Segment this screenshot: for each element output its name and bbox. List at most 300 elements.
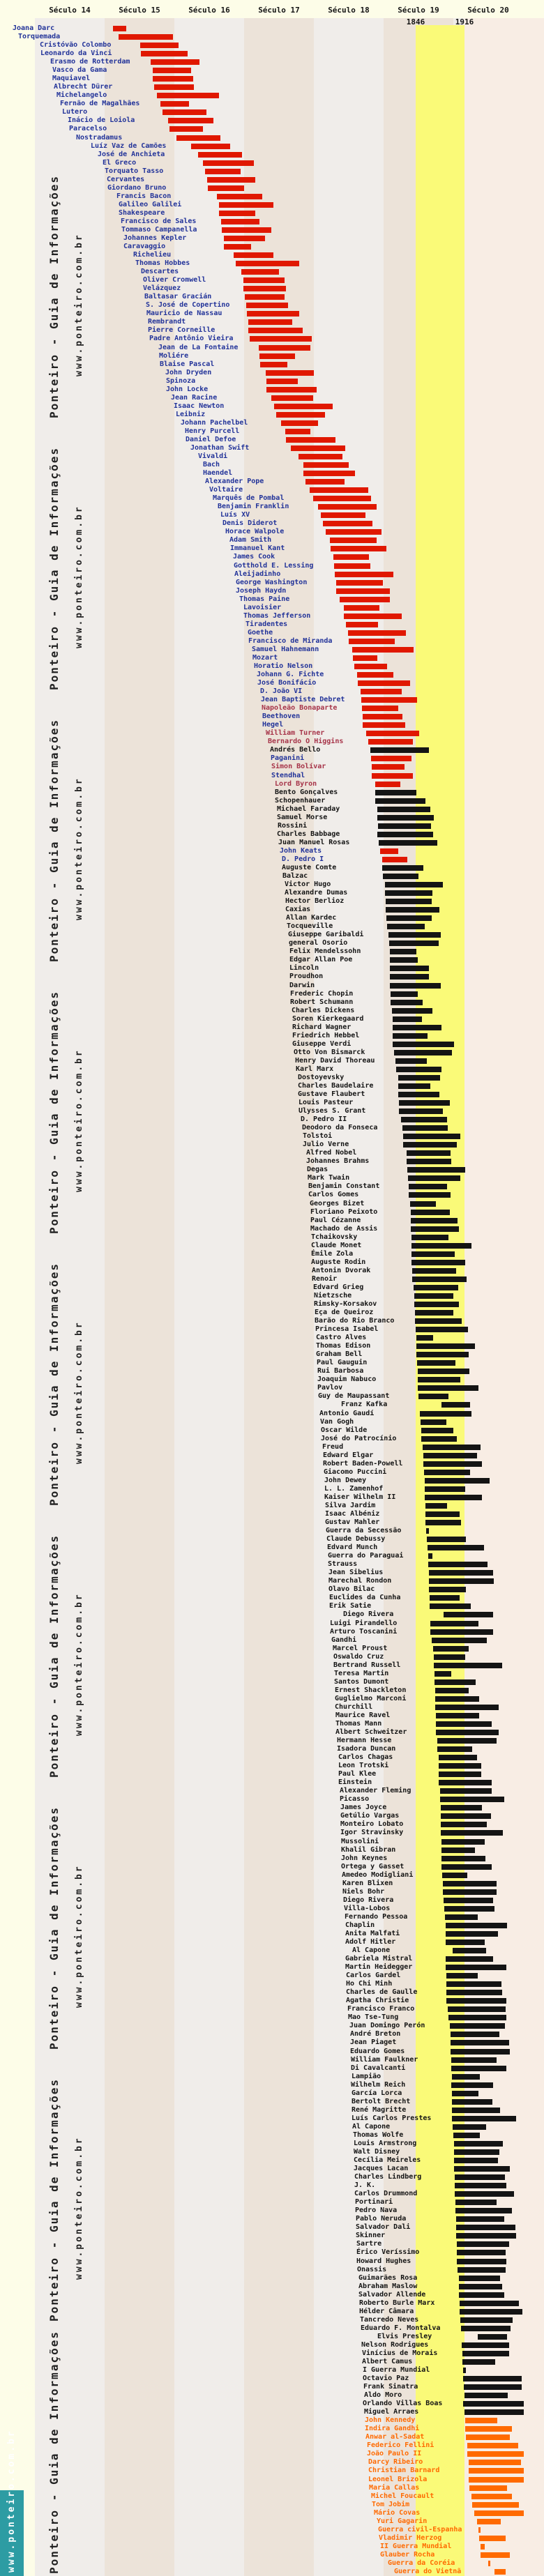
lifespan-bar (385, 882, 443, 887)
timeline-row (0, 91, 544, 100)
person-label[interactable]: Stendhal (271, 771, 305, 779)
timeline-row (0, 2366, 544, 2375)
person-label[interactable]: Padre Antônio Vieira (149, 335, 234, 343)
lifespan-bar (441, 1847, 475, 1853)
timeline-row (0, 1493, 544, 1502)
lifespan-bar (418, 1394, 448, 1399)
timeline-row (0, 763, 544, 771)
person-label[interactable]: Joseph Haydn (236, 586, 287, 595)
person-label: Floriano Peixoto (310, 1207, 378, 1216)
lifespan-bar (372, 773, 413, 779)
person-label: Émile Zola (311, 1249, 354, 1258)
lifespan-bar (377, 815, 434, 821)
watermark-brand-text: Ponteiro - Guia de Informações (47, 2331, 61, 2574)
lifespan-bar (363, 714, 402, 719)
person-label[interactable]: Francis Bacon (116, 192, 172, 200)
person-label[interactable]: Aleijadinho (234, 570, 281, 578)
person-label[interactable]: Rembrandt (148, 318, 186, 326)
timeline-row (0, 2383, 544, 2391)
person-label[interactable]: Baltasar Gracián (144, 293, 212, 301)
person-label[interactable]: Johannes Kepler (123, 234, 187, 242)
person-label[interactable]: José Bonifácio (257, 679, 317, 687)
person-label[interactable]: Alexander Pope (205, 478, 264, 486)
person-label[interactable]: Maquiavel (52, 75, 91, 83)
person-label: Benjamin Constant (308, 1182, 380, 1191)
lifespan-bar (415, 1318, 462, 1324)
timeline-row (0, 973, 544, 981)
person-label[interactable]: Denis Diderot (222, 519, 278, 528)
lifespan-bar (388, 932, 441, 938)
lifespan-bar (460, 2309, 522, 2315)
person-label[interactable]: John Keats (280, 846, 322, 855)
lifespan-bar (340, 597, 390, 602)
timeline-row (0, 1820, 544, 1829)
timeline-row (0, 2308, 544, 2316)
lifespan-bar (248, 328, 303, 333)
person-label[interactable]: Beethoven (262, 712, 301, 721)
person-label: Guglielmo Marconi (335, 1694, 407, 1702)
person-label: Tom Jobim (372, 2500, 410, 2508)
lifespan-bar (414, 1302, 459, 1307)
person-label[interactable]: Immanuel Kant (230, 544, 285, 553)
timeline-row (0, 2073, 544, 2081)
lifespan-bar (160, 101, 189, 107)
century-label-19: Século 19 (398, 6, 439, 15)
person-label: Schopenhauer (275, 796, 326, 805)
person-label[interactable]: Paracelso (69, 125, 107, 133)
person-label: Machado de Assis (310, 1224, 378, 1233)
person-label: Jean Sibelius (328, 1569, 384, 1577)
person-label: John Keynes (341, 1854, 388, 1862)
person-label[interactable]: Johann G. Fichte (257, 671, 324, 679)
lifespan-bar (446, 1939, 485, 1945)
person-label[interactable]: James Cook (233, 553, 275, 561)
timeline-row (0, 2517, 544, 2526)
person-label[interactable]: D. João VI (260, 687, 303, 696)
timeline-row (0, 125, 544, 133)
event-label: I Guerra Mundial (363, 2366, 430, 2374)
person-label[interactable]: S. José de Copertino (146, 301, 230, 310)
timeline-row (0, 176, 544, 184)
person-label[interactable]: Joana Darc (13, 24, 55, 32)
lifespan-bar (366, 731, 419, 736)
lifespan-bar (416, 1327, 468, 1332)
person-label[interactable]: Spinoza (166, 376, 196, 385)
lifespan-bar (303, 462, 349, 468)
person-label[interactable]: Horace Walpole (225, 528, 285, 536)
lifespan-bar (403, 1134, 460, 1139)
person-label: Carlos Gomes (308, 1191, 359, 1199)
lifespan-bar (260, 362, 287, 367)
person-label: Frank Sinatra (363, 2383, 418, 2391)
lifespan-bar (393, 1033, 428, 1039)
person-label[interactable]: Erasmo de Rotterdam (50, 58, 130, 66)
lifespan-bar (434, 1663, 502, 1668)
person-label: Edward Elgar (323, 1451, 374, 1459)
lifespan-bar (412, 1276, 467, 1282)
person-label[interactable]: Oliver Cromwell (143, 276, 206, 284)
person-label[interactable]: Thomas Paine (239, 595, 290, 603)
person-label[interactable]: Galileo Galilei (119, 200, 182, 208)
person-label[interactable]: Michelangelo (56, 91, 107, 100)
person-label[interactable]: Pierre Corneille (148, 326, 216, 335)
lifespan-bar (455, 2174, 505, 2180)
person-label[interactable]: D. Pedro I (282, 855, 324, 863)
timeline-row (0, 2467, 544, 2475)
timeline-row (0, 49, 544, 58)
person-label[interactable]: Nostradamus (76, 133, 123, 142)
person-label: Lampião (352, 2072, 381, 2080)
timeline-row (0, 922, 544, 931)
lifespan-bar (154, 84, 194, 90)
person-label[interactable]: Benjamin Franklin (218, 503, 289, 511)
person-label[interactable]: Marquês de Pombal (213, 494, 285, 503)
century-label-20: Século 20 (467, 6, 509, 15)
person-label: Eça de Queiroz (315, 1309, 374, 1317)
person-label: Antonin Dvorak (312, 1266, 371, 1274)
person-label[interactable]: Caravaggio (123, 243, 166, 251)
watermark-brand-text: Ponteiro - Guia de Informações (47, 991, 61, 1234)
person-label[interactable]: Tiradentes (245, 620, 288, 628)
lifespan-bar (393, 1016, 422, 1022)
timeline-row (0, 2408, 544, 2416)
lifespan-bar (452, 2108, 500, 2113)
timeline-row (0, 2013, 544, 2022)
lifespan-bar (276, 412, 325, 418)
person-label: Portinari (355, 2198, 393, 2207)
person-label[interactable]: Blaise Pascal (160, 360, 215, 368)
person-label: Karen Blixen (342, 1879, 393, 1887)
timeline-row (0, 2425, 544, 2433)
person-label: Deodoro da Fonseca (302, 1124, 378, 1132)
timeline-row (0, 1485, 544, 1493)
lifespan-bar (435, 1679, 476, 1685)
lifespan-bar (241, 269, 279, 275)
person-label: Anwar al-Sadat (365, 2433, 425, 2441)
lifespan-bar (259, 353, 295, 359)
timeline-row (0, 75, 544, 83)
person-label[interactable]: Napoleão Bonaparte (262, 704, 338, 712)
lifespan-bar (462, 2342, 509, 2348)
lifespan-bar (428, 1545, 484, 1550)
lifespan-bar (221, 219, 259, 224)
person-label: Isaac Albéniz (325, 1509, 380, 1518)
person-label: Thomas Edison (316, 1342, 371, 1350)
timeline-row (0, 218, 544, 226)
timeline-row (0, 1032, 544, 1040)
person-label[interactable]: Torquato Tasso (105, 167, 164, 175)
timeline-row (0, 738, 544, 746)
timeline-row (0, 1267, 544, 1275)
person-label: L. L. Zamenhof (324, 1484, 384, 1493)
person-label[interactable]: Vasco da Gama (52, 66, 107, 75)
lifespan-bar (427, 1537, 466, 1542)
person-label: Vladimir Herzog (379, 2533, 442, 2542)
lifespan-bar (440, 1797, 504, 1802)
person-label: Euclides da Cunha (329, 1594, 401, 1602)
lifespan-bar (448, 2015, 506, 2020)
watermark-brand-text: Ponteiro - Guia de Informações (47, 719, 61, 962)
timeline-row (0, 134, 544, 142)
person-label[interactable]: John Locke (166, 385, 209, 393)
person-label[interactable]: Simon Bolívar (271, 763, 326, 771)
person-label[interactable]: Leibniz (176, 410, 206, 418)
person-label[interactable]: Lavoisier (243, 603, 282, 611)
person-label[interactable]: Luís XV (220, 511, 250, 519)
lifespan-bar (358, 680, 410, 686)
lifespan-bar (433, 1646, 469, 1652)
person-label: Elvis Presley (377, 2332, 432, 2340)
person-label[interactable]: Jean Racine (171, 393, 218, 402)
lifespan-bar (423, 1445, 481, 1450)
person-label[interactable]: Inácio de Loiola (68, 116, 135, 125)
lifespan-bar (113, 26, 126, 31)
timeline-row (0, 2098, 544, 2106)
person-label[interactable]: Gotthold E. Lessing (234, 561, 314, 570)
timeline-row (0, 1838, 544, 1846)
person-label[interactable]: Henry Purcell (185, 427, 240, 435)
timeline-row (0, 486, 544, 494)
person-label: Graham Bell (316, 1350, 363, 1359)
person-label[interactable]: Descartes (141, 268, 179, 276)
person-label: Al Capone (352, 2122, 391, 2131)
lifespan-bar (441, 1805, 482, 1811)
person-label[interactable]: Shakespeare (119, 208, 165, 217)
lifespan-bar (441, 1864, 492, 1870)
person-label: Van Gogh (320, 1417, 354, 1426)
person-label[interactable]: El Greco (103, 158, 137, 167)
person-label: Fernando Pessoa (345, 1912, 408, 1921)
person-label[interactable]: José de Anchieta (98, 150, 165, 158)
person-label[interactable]: Giordano Bruno (107, 183, 167, 192)
lifespan-bar (398, 1083, 430, 1089)
lifespan-bar (467, 2443, 518, 2448)
person-label[interactable]: Moliére (159, 351, 189, 360)
lifespan-bar (334, 563, 370, 569)
lifespan-bar (208, 185, 244, 191)
lifespan-bar (441, 1813, 491, 1819)
timeline-row (0, 2492, 544, 2501)
timeline-row (0, 41, 544, 49)
person-label[interactable]: Adam Smith (229, 536, 272, 544)
person-label[interactable]: Luíz Vaz de Camões (91, 142, 167, 150)
person-label: Hermann Hesse (337, 1737, 392, 1745)
timeline-row (0, 2416, 544, 2425)
person-label[interactable]: Lord Byron (275, 779, 317, 788)
person-label: Paul Klee (338, 1770, 377, 1778)
timeline-row (0, 394, 544, 402)
person-label: Degas (307, 1166, 328, 1174)
lifespan-bar (336, 580, 383, 586)
person-label[interactable]: Velázquez (143, 284, 181, 293)
person-label: Franz Kafka (341, 1401, 388, 1409)
person-label: Niels Bohr (342, 1887, 385, 1896)
timeline-row (0, 1854, 544, 1863)
person-label[interactable]: Jonathan Swift (190, 443, 250, 452)
person-label: Frederic Chopin (290, 989, 354, 998)
timeline-row (0, 184, 544, 192)
person-label: Samuel Morse (277, 813, 328, 821)
lifespan-bar (469, 2485, 507, 2491)
person-label: Soren Kierkegaard (292, 1014, 364, 1023)
person-label[interactable]: Cristóvão Colombo (40, 41, 112, 49)
lifespan-bar (395, 1058, 427, 1064)
person-label[interactable]: Albrecht Dürer (54, 83, 113, 91)
person-label[interactable]: Lutero (62, 108, 88, 116)
person-label[interactable]: Francisco de Miranda (248, 637, 333, 645)
person-label[interactable]: Bach (203, 461, 220, 469)
lifespan-bar (412, 1268, 456, 1274)
lifespan-bar (436, 1730, 499, 1735)
person-label: Nietzsche (314, 1291, 352, 1300)
person-label[interactable]: Mozart (252, 653, 278, 662)
lifespan-bar (446, 1998, 506, 2004)
lifespan-bar (168, 118, 213, 123)
person-label[interactable]: Isaac Newton (174, 402, 225, 410)
person-label[interactable]: Thomas Hobbes (135, 259, 190, 268)
person-label[interactable]: Richelieu (133, 251, 172, 259)
person-label: Bertrand Russell (333, 1661, 401, 1669)
person-label[interactable]: Jean Baptiste Debret (261, 696, 345, 704)
lifespan-bar (390, 966, 429, 971)
person-label[interactable]: Voltaire (209, 486, 243, 494)
timeline-row (0, 654, 544, 662)
lifespan-bar (247, 311, 299, 317)
person-label: Ernest Shackleton (335, 1686, 407, 1694)
person-label: Mark Twain (308, 1174, 350, 1182)
lifespan-bar (479, 2536, 506, 2541)
person-label: Marechal Rondon (328, 1577, 392, 1585)
timeline-row (0, 662, 544, 671)
lifespan-bar (375, 782, 400, 787)
timeline-row (0, 58, 544, 66)
person-label[interactable]: Tommaso Campanella (121, 225, 197, 234)
person-label[interactable]: Bernardo O Higgins (268, 738, 344, 746)
timeline-row (0, 1753, 544, 1762)
person-label: Giacomo Puccini (324, 1468, 387, 1476)
person-label: Paul Gauguin (317, 1359, 368, 1367)
lifespan-bar (411, 1226, 459, 1232)
timeline-row (0, 687, 544, 696)
timeline-row (0, 1804, 544, 1812)
lifespan-bar (430, 1603, 471, 1609)
lifespan-bar (416, 1352, 469, 1357)
lifespan-bar (418, 1377, 460, 1382)
person-label[interactable]: Thomas Jefferson (243, 611, 311, 620)
watermark-brand-text: Ponteiro - Guia de Informações (47, 175, 61, 418)
lifespan-bar (399, 1100, 450, 1106)
lifespan-bar (451, 2032, 499, 2037)
person-label[interactable]: Hegel (262, 721, 284, 729)
lifespan-bar (313, 496, 371, 501)
timeline-row (0, 2114, 544, 2123)
lifespan-bar (346, 622, 378, 627)
lifespan-bar (418, 1369, 469, 1374)
lifespan-bar (457, 2250, 506, 2255)
person-label[interactable]: William Turner (266, 729, 325, 738)
lifespan-bar (119, 34, 173, 40)
lifespan-bar (411, 1210, 450, 1215)
lifespan-bar (429, 1578, 494, 1584)
person-label: Cecília Meireles (354, 2156, 421, 2165)
person-label[interactable]: Haendel (203, 469, 233, 478)
lifespan-bar (414, 1293, 453, 1299)
timeline-row (0, 1283, 544, 1292)
person-label: general Osorio (289, 939, 348, 947)
timeline-row (0, 1737, 544, 1745)
person-label: Princesa Isabel (315, 1325, 379, 1334)
person-label[interactable]: Goethe (248, 628, 273, 637)
lifespan-bar (455, 2200, 497, 2205)
person-label: Juan Domingo Perón (349, 2022, 425, 2030)
person-label: Eduardo F. Montalva (361, 2324, 441, 2332)
person-label: Chaplin (345, 1921, 375, 1929)
person-label: Isadora Duncan (337, 1745, 396, 1753)
person-label[interactable]: John Dryden (165, 368, 212, 376)
lifespan-bar (385, 890, 432, 896)
person-label: Agatha Christie (346, 1997, 409, 2005)
person-label[interactable]: Cervantes (107, 175, 145, 183)
person-label[interactable]: Leonardo da Vinci (40, 49, 112, 58)
timeline-row (0, 2341, 544, 2349)
lifespan-bar (398, 1092, 439, 1097)
person-label[interactable]: Vivaldi (198, 452, 228, 460)
person-label: García Lorca (352, 2089, 402, 2097)
lifespan-bar (465, 2426, 512, 2432)
lifespan-bar (488, 2561, 490, 2566)
person-label: Marcel Proust (333, 1644, 388, 1652)
person-label[interactable]: Mauricio de Nassau (146, 310, 222, 318)
lifespan-bar (375, 798, 425, 804)
lifespan-bar (421, 1436, 457, 1442)
person-label: Gabriela Mistral (345, 1955, 413, 1963)
person-label: Louis Pasteur (299, 1099, 354, 1107)
person-label: Walt Disney (354, 2147, 400, 2156)
person-label[interactable]: George Washington (236, 578, 308, 586)
person-label[interactable]: Paganini (271, 754, 305, 763)
person-label: Di Cavalcanti (351, 2064, 406, 2072)
lifespan-bar (224, 244, 251, 250)
person-label[interactable]: Fernão de Magalhães (60, 100, 140, 108)
person-label: Abraham Maslow (358, 2282, 418, 2290)
lifespan-bar (423, 1461, 482, 1467)
lifespan-bar (285, 429, 310, 434)
person-label: Silva Jardim (325, 1501, 376, 1509)
person-label[interactable]: Torquemada (18, 33, 61, 41)
person-label[interactable]: Horatio Nelson (254, 662, 313, 670)
person-label[interactable]: Samuel Hahnemann (252, 645, 319, 653)
timeline-row (0, 1309, 544, 1317)
person-label[interactable]: Jean de La Fontaine (158, 343, 239, 351)
person-label[interactable]: Daniel Defoe (186, 435, 236, 443)
person-label[interactable]: Francisco de Sales (121, 217, 197, 225)
person-label: Kaiser Wilhelm II (324, 1493, 396, 1501)
timeline-row (0, 201, 544, 209)
person-label: Teresa Martin (334, 1669, 389, 1677)
lifespan-bar (443, 1881, 497, 1887)
person-label: André Breton (350, 2030, 401, 2038)
person-label[interactable]: Johann Pachelbel (181, 418, 248, 427)
timeline-row (0, 2433, 544, 2441)
lifespan-bar (481, 2544, 485, 2550)
lifespan-bar (454, 2149, 499, 2155)
lifespan-bar (426, 1528, 429, 1534)
timeline-row (0, 2501, 544, 2509)
lifespan-bar (379, 840, 437, 846)
watermark-brand-text: Ponteiro - Guia de Informações (47, 2078, 61, 2322)
timeline-row (0, 1518, 544, 1527)
person-label: Claude Monet (311, 1241, 362, 1249)
